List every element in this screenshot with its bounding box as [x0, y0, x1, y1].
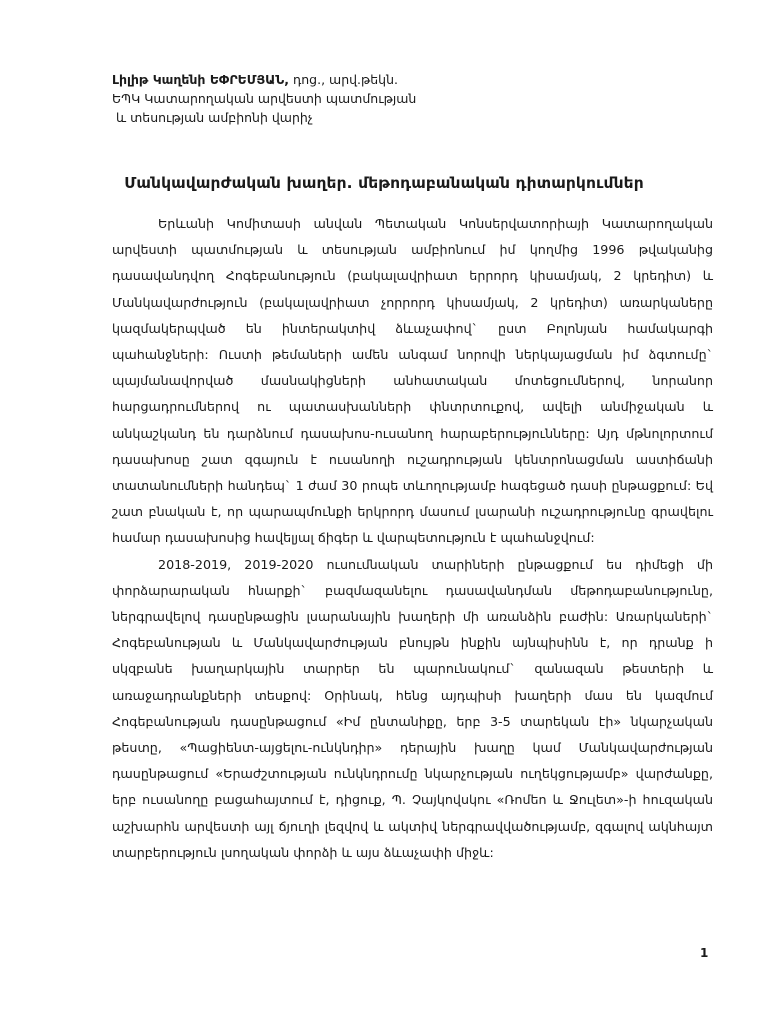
author-block — [112, 70, 416, 127]
author-name-line — [112, 70, 416, 89]
article-body — [112, 211, 713, 866]
article-title: Մանկավարժական խաղեր. մեթոդաբանական դիտարկումներ — [124, 174, 644, 192]
author-name: Լիլիթ Կաղենի ԵՓՐԵՄՅԱՆ, — [112, 72, 289, 87]
author-position-line-2: և տեսության ամբիոնի վարիչ — [116, 110, 313, 125]
author-degree: դոց., արվ.թեկն. — [289, 72, 398, 87]
paragraph: 2018-2019, 2019-2020 ուսումնական տարիների ընթացքում ես դիմեցի մի փորձարարական հնարքի` բազմազանելու դասավանդման մեթոդաբանությունը, ներգրավելով դասընթացին լսարանային խաղերի մի առանձին բաժին: Առարկաների` Հոգեբանության և Մանկավարժության բնույթն ինքին այնպիսինն է, որ դրանք ի սկզբանե խաղարկային տարրեր են պարունակում` զանազան թեստերի և առաջադրանքների տեսքով: Օրինակ, հենց այդպիսի խաղերի մաս են կազմում Հոգեբանության դասընթացում «Իմ ընտանիքը, երբ 3-5 տարեկան էի» նկարչական թեստը, «Պացիենտ-այցելու-ունկնդիր» դերային խաղը կամ Մանկավարժության դասընթացում «Երաժշտության ունկնդրումը նկարչության ուղեկցությամբ» վարժանքը, երբ ուսանողը բացահայտում է, դիցուք, Պ. Չայկովսկու «Ռոմեո և Ջուլետ»-ի հուզական աշխարհն արվեստի այլ ճյուղի լեզվով և ակտիվ ներգրավվածությամբ, զգալով ակնհայտ տարբերություն լսողական փորձի և այս ձևաչափի միջև: — [112, 556, 713, 860]
page-number: 1 — [700, 946, 709, 960]
paragraph: Երևանի Կոմիտասի անվան Պետական Կոնսերվատորիայի Կատարողական արվեստի պատմության և տեսության ամբիոնում իմ կողմից 1996 թվականից դասավանդվող Հոգեբանություն (բակալավրիատ երրորդ կիսամյակ, 2 կրեդիտ) և Մանկավարժություն (բակալավրիատ չորրորդ կիսամյակ, 2 կրեդիտ) առարկաները կազմակերպված են ինտերակտիվ ձևաչափով` ըստ Բոլոնյան համակարգի պահանջների: Ուստի թեմաների ամեն անգամ նորովի ներկայացման իմ ձգտումը` պայմանավորված մասնակիցների անհատական մոտեցումներով, նորանոր հարցադրումներով ու պատասխանների փնտրտուքով, ավելի անմիջական և անկաշկանդ են դարձնում դասախոս-ուսանող հարաբերությունները: Այդ մթնոլորտում դասախոսը շատ զգայուն է ուսանողի ուշադրության կենտրոնացման աստիճանի տատանումների հանդեպ` 1 ժամ 30 րոպե տևողությամբ հագեցած դասի ընթացքում: Եվ շատ բնական է, որ պարապմունքի երկրորդ մասում լսարանի ուշադրությունը գրավելու համար դասախոսից հավելյալ ճիգեր և վարպետություն է պահանջվում: — [112, 216, 713, 546]
author-position-line-1: ԵՊԿ Կատարողական արվեստի պատմության — [112, 91, 417, 106]
